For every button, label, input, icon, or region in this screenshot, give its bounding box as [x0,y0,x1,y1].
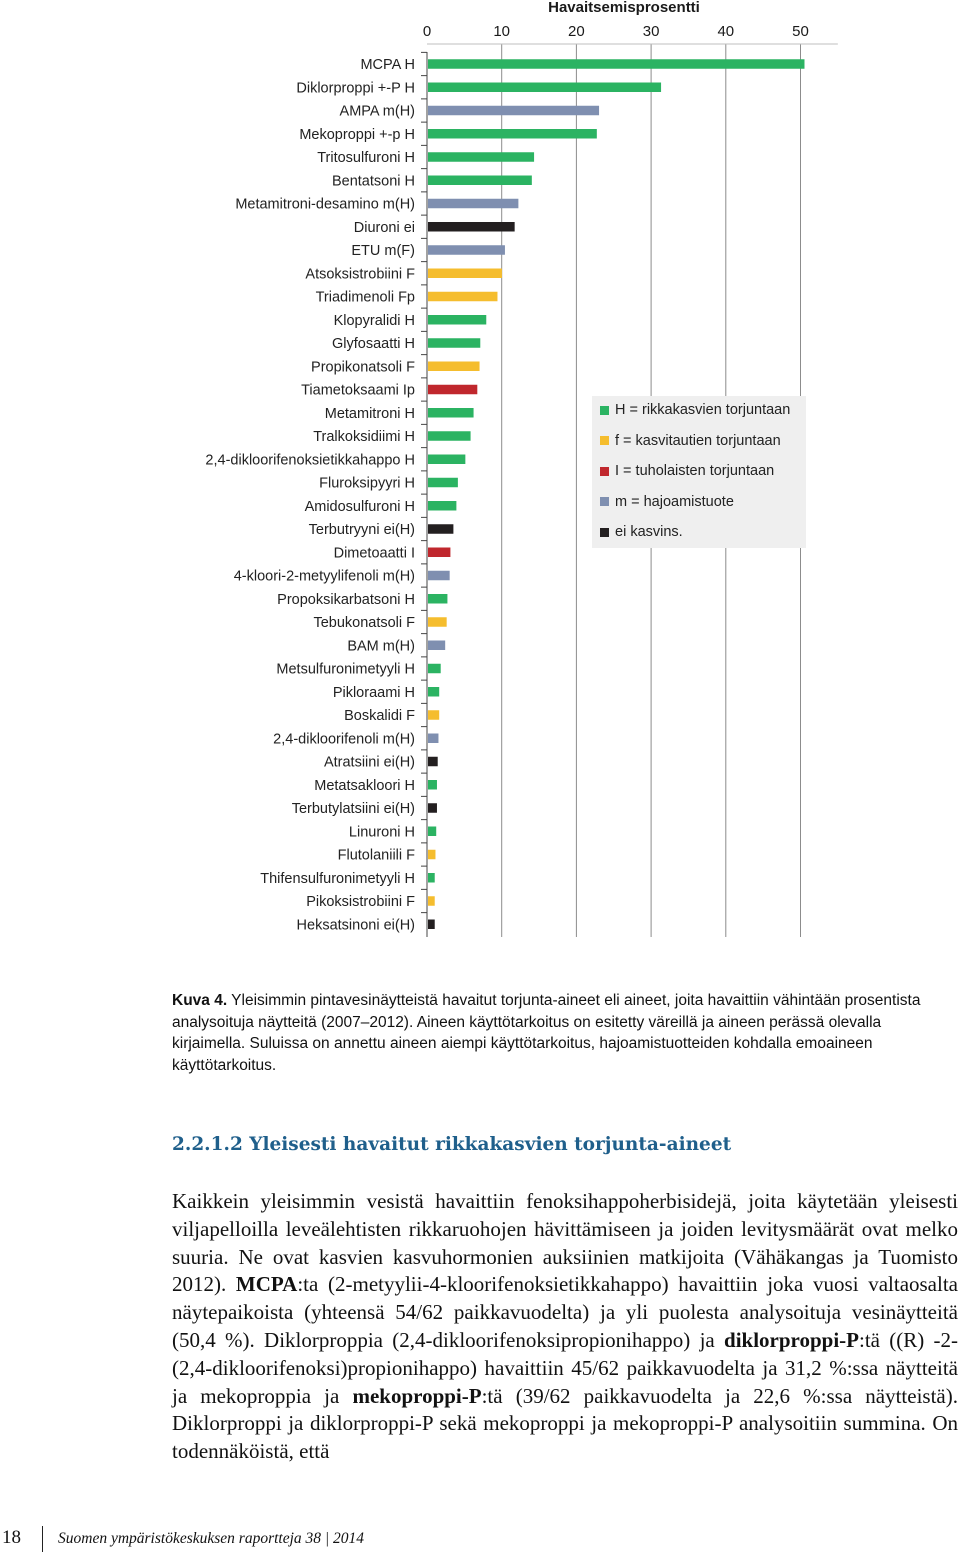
x-tick-label: 10 [493,23,511,40]
category-label: Metatsakloori H [314,777,415,794]
legend-swatch [600,497,609,506]
bar [428,106,599,116]
bar [428,803,437,813]
page-number: 18 [2,1527,21,1548]
bar [428,315,486,325]
category-label: Pikloraami H [332,684,415,701]
bar [428,710,439,720]
bar [428,292,497,302]
category-label: Diuroni ei [353,219,415,236]
section-heading: 2.2.1.2 Yleisesti havaitut rikkakasvien torjunta-aineet [172,1134,732,1155]
bar [428,687,439,697]
bar [428,548,450,558]
legend-label: H = rikkakasvien torjuntaan [615,402,791,418]
x-tick-label: 50 [792,23,809,40]
category-label: Tralkoksidiimi H [313,429,415,445]
bar [428,222,515,232]
category-label: Heksatsinoni ei(H) [296,917,415,934]
x-tick-label: 20 [568,23,585,40]
caption-label: Kuva 4. [172,992,228,1009]
bar [428,524,453,534]
bar [428,827,436,837]
category-label: AMPA m(H) [339,103,415,120]
category-label: Glyfosaatti H [332,336,415,352]
category-label: Terbutryyni ei(H) [308,522,415,538]
legend-item [600,492,734,512]
category-label: Fluroksipyyri H [319,475,415,492]
category-label: Metamitroni-desamino m(H) [235,196,415,213]
bar [428,873,435,883]
category-label: Linuroni H [348,824,415,841]
bar [428,362,480,372]
category-label: Boskalidi F [344,708,415,724]
category-label: Tritosulfuroni H [317,150,415,166]
category-labels [205,57,415,933]
category-label: Tebukonatsoli F [313,615,415,631]
x-axis-title: Havaitsemisprosentti [548,0,700,16]
bar [428,896,435,906]
legend-swatch [600,467,609,476]
bar [428,129,597,139]
category-label: MCPA H [360,57,415,73]
bar [428,478,458,488]
bar [428,850,435,860]
bar [428,59,804,69]
category-label: Triadimenoli Fp [315,289,415,306]
bar [428,199,518,209]
bar [428,594,447,604]
page-footer [0,1524,960,1554]
legend-item [600,461,774,481]
bar [428,920,435,930]
bar [428,664,441,674]
category-label: ETU m(F) [351,243,415,259]
bar [428,455,465,465]
category-label: 2,4-dikloorifenoli m(H) [273,731,415,748]
body-text-2: :ta (2-metyylii-4-kloorifenoksietikkahappo) havaittiin joka vuosi valtaosalta näytepaikoista (yhteensä 54/62 paikkavuodelta) ja yli puolesta analysoituja vesinäytteitä (50,4 %). Diklorproppia (2,4-dikloorifenoksipropionihappo) ja [172,1272,958,1352]
category-label: Bentatsoni H [331,173,415,190]
bar [428,641,445,651]
category-label: Flutolaniili F [337,847,415,864]
legend-item [600,522,683,542]
body-bold-diklorproppi-p: diklorproppi-P [724,1327,859,1352]
category-label: Diklorproppi +-P H [296,80,415,97]
bar [428,245,505,255]
legend-label: f = kasvitautien torjuntaan [615,432,781,449]
category-label: Metsulfuronimetyyli H [276,661,415,678]
bar [428,571,450,581]
body-text-1: Kaikkein yleisimmin vesistä havaittiin fenoksihappoherbisidejä, joita käytetään yleisesti viljapelloilla leveälehtisten rikkaruohojen hävittämiseen ja joiden levitysmäärät ovat melko suuria. Ne ovat kasvien kasvuhormonien auksiinien matkijoita (Vähäkangas ja Tuomisto 2012). [172,1189,958,1297]
footer-divider [42,1526,43,1552]
body-paragraph [172,1188,958,1466]
category-label: Mekoproppi +-p H [299,126,415,143]
body-text-4: :tä (39/62 paikkavuodelta ja 22,6 %:ssa näytteistä). Diklorproppi ja diklorproppi-P sekä mekoproppi ja mekoproppi-P analysoitiin summina. On todennäköistä, että [172,1383,958,1464]
body-bold-mcpa: MCPA [235,1272,298,1297]
body-text-3: :tä ((R) -2-(2,4-dikloorifenoksi)propionihappo) havaittiin 45/62 paikkavuodelta ja 31,2 %:ssa näytteitä ja mekoproppia ja [172,1327,959,1408]
category-label: Pikoksistrobiini F [306,894,415,910]
category-label: BAM m(H) [347,638,415,655]
category-label: Amidosulfuroni H [304,498,415,515]
bar [428,501,456,511]
x-tick-label: 40 [717,23,735,40]
x-tick-label: 30 [642,23,660,40]
legend-label: ei kasvins. [615,524,683,540]
category-label: Tiametoksaami Ip [301,382,415,399]
category-label: Thifensulfuronimetyyli H [260,870,415,887]
category-label: 4-kloori-2-metyylifenoli m(H) [233,568,415,585]
bar [428,152,534,162]
x-tick-label: 0 [422,23,432,40]
category-label: Propoksikarbatsoni H [277,591,415,608]
bar [428,617,447,627]
category-label: 2,4-dikloorifenoksietikkahappo H [205,452,415,469]
legend-item [600,400,790,420]
category-label: Terbutylatsiini ei(H) [291,801,415,817]
legend-swatch [600,436,609,445]
category-label: Klopyralidi H [333,312,415,329]
legend-swatch [600,528,609,537]
legend-swatch [600,406,609,415]
bar [428,176,532,186]
bar [428,338,480,348]
bar [428,408,474,418]
bar [428,734,438,744]
body-bold-mekoproppi-p: mekoproppi-P [352,1383,482,1408]
category-label: Atratsiini ei(H) [323,754,415,771]
figure-caption [172,990,944,1076]
bar [428,757,438,767]
bar [428,385,477,395]
legend-label: m = hajoamistuote [615,493,734,510]
legend-label: I = tuholaisten torjuntaan [615,463,775,479]
legend [592,396,806,548]
category-label: Propikonatsoli F [311,359,415,376]
bar [428,269,502,279]
category-label: Dimetoaatti I [333,545,415,562]
category-label: Metamitroni H [324,405,415,422]
bar [428,83,661,93]
legend-item [600,431,781,451]
caption-text: Yleisimmin pintavesinäytteistä havaitut torjunta-aineet eli aineet, joita havaittiin vähintään prosentista analysoituja näytteitä (2007–2012). Aineen käyttötarkoitus on esitetty väreillä ja aineen perässä olevalla kirjaimella. Suluissa on annettu aineen aiempi käyttötarkoitus, hajoamistuotteiden kohdalla emoaineen käyttötarkoitus. [172,992,921,1074]
category-label: Atsoksistrobiini F [305,266,415,283]
bar [428,780,437,790]
footer-title: Suomen ympäristökeskuksen raportteja 38 | 2014 [58,1530,365,1547]
bar [428,431,471,441]
